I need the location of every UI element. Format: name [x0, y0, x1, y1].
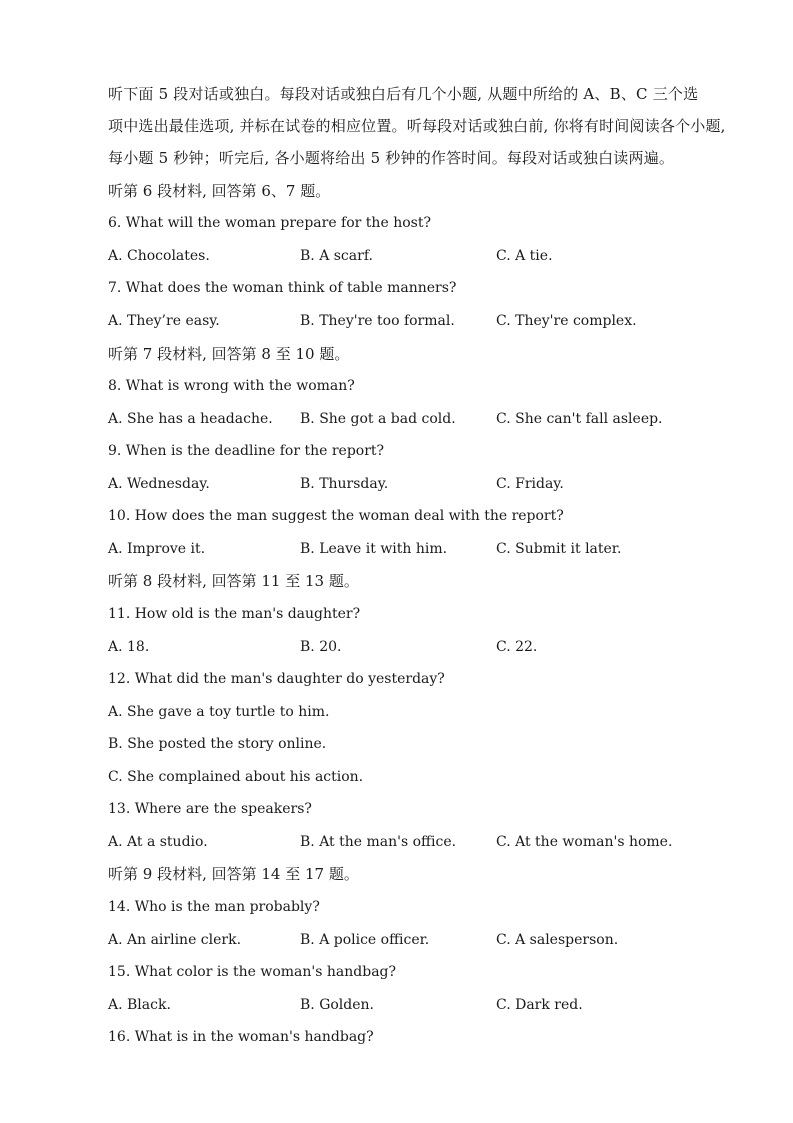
intro-line-1: 听下面 5 段对话或独白。每段对话或独白后有几个小题, 从题中所给的 A、B、C 三个选	[108, 85, 699, 103]
question-15-option-b: B. Golden.	[300, 997, 374, 1013]
question-12-option-c: C. She complained about his action.	[108, 769, 364, 785]
question-9-option-b: B. Thursday.	[300, 476, 389, 492]
question-15-stem: 15. What color is the woman's handbag?	[108, 964, 397, 980]
question-13-option-a: A. At a studio.	[108, 834, 208, 850]
question-15-option-c: C. Dark red.	[496, 997, 583, 1013]
question-11-option-c: C. 22.	[496, 639, 538, 655]
section-heading-6: 听第 6 段材料, 回答第 6、7 题。	[108, 182, 331, 200]
question-9-option-c: C. Friday.	[496, 476, 564, 492]
question-7-option-a: A. They’re easy.	[108, 313, 220, 329]
question-15-option-a: A. Black.	[108, 997, 171, 1013]
question-14-option-a: A. An airline clerk.	[108, 932, 242, 948]
question-16-stem: 16. What is in the woman's handbag?	[108, 1029, 374, 1045]
question-11-stem: 11. How old is the man's daughter?	[108, 606, 361, 622]
question-8-stem: 8. What is wrong with the woman?	[108, 378, 355, 394]
question-7-option-b: B. They're too formal.	[300, 313, 455, 329]
section-heading-9: 听第 9 段材料, 回答第 14 至 17 题。	[108, 865, 359, 883]
question-10-option-a: A. Improve it.	[108, 541, 206, 557]
question-12-option-a: A. She gave a toy turtle to him.	[108, 704, 330, 720]
question-7-stem: 7. What does the woman think of table manners?	[108, 280, 457, 296]
question-12-stem: 12. What did the man's daughter do yesterday?	[108, 671, 445, 687]
question-11-option-b: B. 20.	[300, 639, 342, 655]
intro-line-2: 项中选出最佳选项, 并标在试卷的相应位置。听每段对话或独白前, 你将有时间阅读各个小题,	[108, 117, 726, 135]
question-10-option-c: C. Submit it later.	[496, 541, 622, 557]
question-13-option-b: B. At the man's office.	[300, 834, 457, 850]
question-11-option-a: A. 18.	[108, 639, 150, 655]
question-14-option-c: C. A salesperson.	[496, 932, 619, 948]
section-heading-7: 听第 7 段材料, 回答第 8 至 10 题。	[108, 345, 350, 363]
question-6-option-b: B. A scarf.	[300, 248, 373, 264]
question-10-option-b: B. Leave it with him.	[300, 541, 448, 557]
question-9-stem: 9. When is the deadline for the report?	[108, 443, 385, 459]
question-13-option-c: C. At the woman's home.	[496, 834, 673, 850]
question-7-option-c: C. They're complex.	[496, 313, 637, 329]
question-14-option-b: B. A police officer.	[300, 932, 430, 948]
intro-line-3: 每小题 5 秒钟；听完后, 各小题将给出 5 秒钟的作答时间。每段对话或独白读两遍。	[108, 149, 675, 167]
question-6-option-c: C. A tie.	[496, 248, 553, 264]
question-9-option-a: A. Wednesday.	[108, 476, 210, 492]
question-8-option-c: C. She can't fall asleep.	[496, 411, 663, 427]
section-heading-8: 听第 8 段材料, 回答第 11 至 13 题。	[108, 572, 359, 590]
question-6-option-a: A. Chocolates.	[108, 248, 210, 264]
question-8-option-a: A. She has a headache.	[108, 411, 273, 427]
question-6-stem: 6. What will the woman prepare for the host?	[108, 215, 431, 231]
question-13-stem: 13. Where are the speakers?	[108, 801, 312, 817]
question-12-option-b: B. She posted the story online.	[108, 736, 327, 752]
question-8-option-b: B. She got a bad cold.	[300, 411, 456, 427]
question-14-stem: 14. Who is the man probably?	[108, 899, 320, 915]
question-10-stem: 10. How does the man suggest the woman deal with the report?	[108, 508, 564, 524]
